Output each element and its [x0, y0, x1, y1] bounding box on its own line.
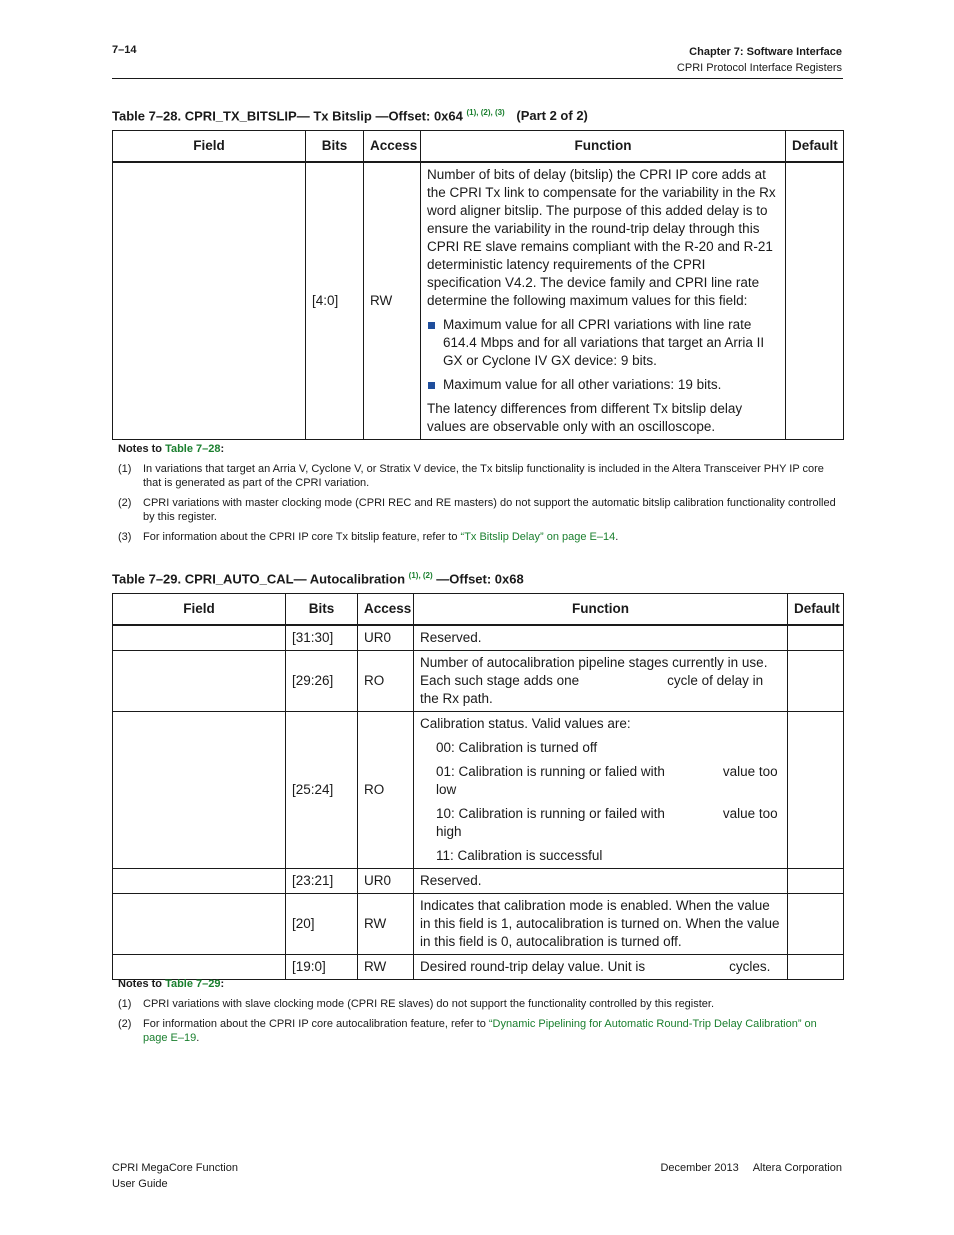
status-value: 10: Calibration is running or failed with value too high [436, 806, 778, 839]
field-cell [113, 651, 286, 712]
caption-text: Table 7–28. CPRI_TX_BITSLIP— Tx Bitslip —Offset: 0x64 [112, 108, 463, 124]
cross-reference-link[interactable]: “Dynamic Pipelining for Automatic Round-Trip Delay Calibration” on page E–19 [143, 1018, 817, 1044]
header-rule [112, 78, 843, 79]
table-link[interactable]: Table 7–29 [165, 978, 221, 990]
access-cell: RW [364, 162, 421, 440]
column-header-bits: Bits [286, 594, 358, 626]
status-value: 01: Calibration is running or falied with value too low [436, 764, 778, 797]
access-cell: UR0 [358, 625, 414, 651]
function-cell: Reserved. [414, 869, 788, 894]
status-value: 00: Calibration is turned off [436, 740, 598, 755]
section-title: CPRI Protocol Interface Registers [676, 62, 842, 74]
note-text: CPRI variations with master clocking mode (CPRI REC and RE masters) do not support the automatic bitslip calibration functionality controlled by this register. [143, 497, 836, 523]
column-header-access: Access [364, 131, 421, 163]
field-cell [113, 712, 286, 869]
bullet-text: Maximum value for all CPRI variations with line rate 614.4 Mbps and for all variations that target an Arria II GX or Cyclone IV GX device: 9 bits. [443, 317, 765, 368]
table-7-29-notes [118, 977, 843, 1045]
default-cell [788, 894, 844, 955]
table-header-row [113, 131, 844, 163]
table-7-29-caption [112, 571, 524, 586]
access-cell: RW [358, 894, 414, 955]
book-subtitle: User Guide [112, 1178, 168, 1190]
bits-cell: [4:0] [306, 162, 364, 440]
bits-cell: [23:21] [286, 869, 358, 894]
note-text: For information about the CPRI IP core autocalibration feature, refer to [143, 1018, 489, 1030]
access-cell: RO [358, 651, 414, 712]
caption-part: (Part 2 of 2) [516, 108, 588, 124]
default-cell [786, 162, 844, 440]
table-7-28-notes [118, 442, 843, 544]
table-row [113, 625, 844, 651]
column-header-access: Access [358, 594, 414, 626]
bits-cell: [20] [286, 894, 358, 955]
default-cell [788, 869, 844, 894]
bits-cell: [31:30] [286, 625, 358, 651]
table-row [113, 955, 844, 980]
status-value: 11: Calibration is successful [436, 848, 603, 863]
square-bullet-icon [428, 382, 435, 389]
function-paragraph: Number of bits of delay (bitslip) the CPRI IP core adds at the CPRI Tx link to compensate for the variability in the Rx word aligner bitslip. The purpose of this added delay is to ensure the variability in the round-trip delay through this CPRI RE slave remains compliant with the R-20 and R-21 deterministic latency requirements of the CPRI specification V4.2. The device family and CPRI line rate determine the following maximum values for this field: [427, 167, 776, 308]
table-7-28 [112, 130, 844, 440]
caption-note-refs[interactable]: (1), (2) [408, 571, 433, 580]
function-cell: Desired round-trip delay value. Unit is cycles. [414, 955, 788, 980]
function-paragraph: The latency differences from different Tx bitslip delay values are observable only with an oscilloscope. [427, 401, 743, 434]
note-text: CPRI variations with slave clocking mode (CPRI RE slaves) do not support the functionality controlled by this register. [143, 998, 715, 1010]
function-cell: Indicates that calibration mode is enabled. When the value in this field is 1, autocalibration is turned on. When the value in this field is 0, autocalibration is turned off. [414, 894, 788, 955]
square-bullet-icon [428, 322, 435, 329]
footer-right [660, 1160, 842, 1176]
note-item: (1) CPRI variations with slave clocking mode (CPRI RE slaves) do not support the functionality controlled by this register. [118, 998, 715, 1010]
cross-reference-link[interactable]: “Tx Bitslip Delay” on page E–14 [460, 531, 616, 543]
table-row [113, 162, 844, 440]
access-cell: RO [358, 712, 414, 869]
caption-text: Table 7–29. CPRI_AUTO_CAL— Autocalibration [112, 571, 406, 587]
caption-note-refs[interactable]: (1), (2), (3) [466, 108, 505, 117]
note-text: For information about the CPRI IP core Tx bitslip feature, refer to [143, 531, 461, 543]
notes-title: Notes to Table 7–29: [118, 978, 225, 990]
caption-offset: —Offset: 0x68 [436, 571, 524, 587]
page-number: 7–14 [112, 44, 137, 56]
field-cell [113, 869, 286, 894]
field-cell [113, 162, 306, 440]
running-header [677, 44, 842, 76]
function-cell [421, 162, 786, 440]
default-cell [788, 651, 844, 712]
table-row [113, 869, 844, 894]
bullet-item [427, 376, 779, 394]
table-7-29 [112, 593, 844, 980]
function-cell: Number of autocalibration pipeline stages currently in use. Each such stage adds one cycle of delay in the Rx path. [414, 651, 788, 712]
status-title: Calibration status. Valid values are: [420, 716, 631, 731]
table-header-row [113, 594, 844, 626]
field-cell [113, 625, 286, 651]
column-header-function: Function [421, 131, 786, 163]
bits-cell: [29:26] [286, 651, 358, 712]
note-item: (3) For information about the CPRI IP core Tx bitslip feature, refer to “Tx Bitslip Delay” on page E–14. [118, 531, 619, 543]
default-cell [788, 625, 844, 651]
book-title: CPRI MegaCore Function [112, 1162, 238, 1174]
column-header-field: Field [113, 594, 286, 626]
bullet-text: Maximum value for all other variations: 19 bits. [443, 377, 722, 392]
note-item: (2) CPRI variations with master clocking mode (CPRI REC and RE masters) do not support the automatic bitslip calibration functionality controlled by this register. [118, 497, 836, 523]
field-cell [113, 894, 286, 955]
chapter-title: Chapter 7: Software Interface [689, 46, 842, 58]
column-header-default: Default [788, 594, 844, 626]
bits-cell: [19:0] [286, 955, 358, 980]
default-cell [788, 712, 844, 869]
note-item: (1) In variations that target an Arria V, Cyclone V, or Stratix V device, the Tx bitslip functionality is included in the Altera Transceiver PHY IP core that is generated as part of the CPRI variation. [118, 463, 824, 489]
function-cell [414, 712, 788, 869]
function-cell: Reserved. [414, 625, 788, 651]
footer-left [112, 1160, 238, 1192]
column-header-default: Default [786, 131, 844, 163]
table-row [113, 651, 844, 712]
table-7-28-caption [112, 108, 588, 123]
company-name: Altera Corporation [752, 1162, 842, 1174]
table-row [113, 712, 844, 869]
column-header-bits: Bits [306, 131, 364, 163]
notes-title: Notes to Table 7–28: [118, 443, 225, 455]
access-cell: RW [358, 955, 414, 980]
column-header-field: Field [113, 131, 306, 163]
note-text: In variations that target an Arria V, Cyclone V, or Stratix V device, the Tx bitslip functionality is included in the Altera Transceiver PHY IP core that is generated as part of the CPRI variation. [143, 463, 824, 489]
publication-date: December 2013 [660, 1162, 739, 1174]
bits-cell: [25:24] [286, 712, 358, 869]
access-cell: UR0 [358, 869, 414, 894]
bullet-item [427, 316, 779, 370]
column-header-function: Function [414, 594, 788, 626]
field-cell [113, 955, 286, 980]
note-item: (2) For information about the CPRI IP core autocalibration feature, refer to “Dynamic Pipelining for Automatic Round-Trip Delay Calibration” on page E–19. [118, 1018, 817, 1044]
default-cell [788, 955, 844, 980]
table-link[interactable]: Table 7–28 [165, 443, 221, 455]
table-row [113, 894, 844, 955]
